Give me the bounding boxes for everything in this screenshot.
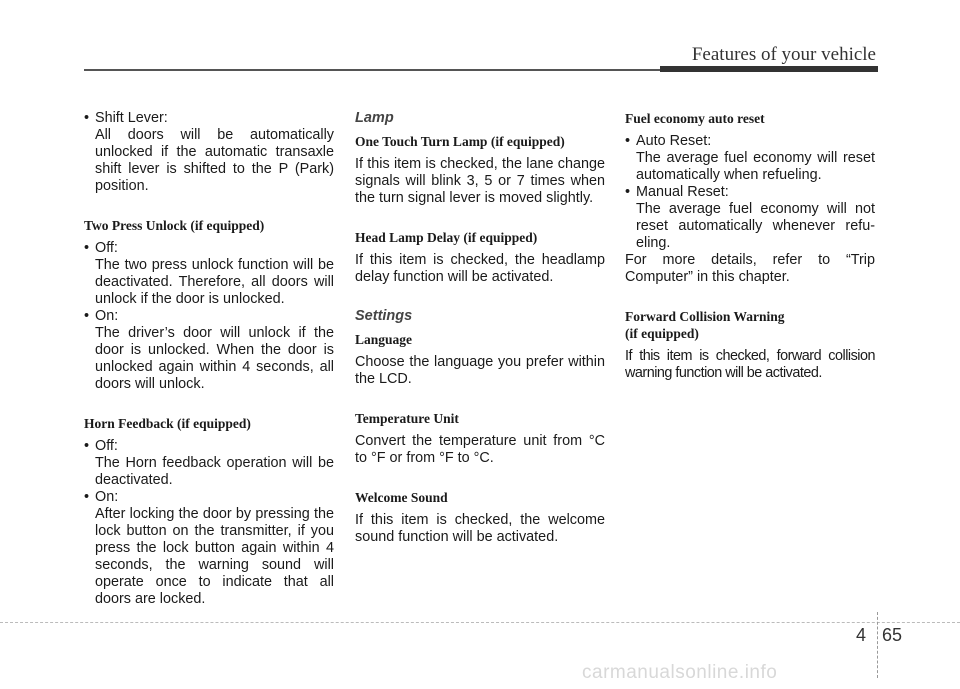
header-title: Features of your vehicle	[691, 44, 876, 65]
horn-heading: Horn Feedback (if equipped)	[84, 416, 251, 431]
bullet-horn-on: • On:	[84, 489, 334, 506]
fuel-reset-heading: Fuel economy auto reset	[625, 111, 765, 126]
horn-on-text: After locking the door by pressing the lock button on the transmitter, if you press the lock button again within 4 seconds, the warning sound will operate once to indicate that all doors are locked.	[95, 506, 334, 607]
auto-reset-text: The average fuel economy will reset automatically when refueling.	[636, 150, 875, 183]
one-touch-heading: One Touch Turn Lamp (if equipped)	[355, 134, 565, 149]
shift-lever-text: All doors will be automatically unlocked if the automatic transaxle shift lever is shifted to the P (Park) position.	[95, 127, 334, 194]
fcw-heading-line1: Forward Collision Warning	[625, 309, 785, 324]
watermark: carmanualsonline.info	[582, 662, 778, 683]
column-left	[84, 110, 334, 608]
bullet-manual-reset: • Manual Reset:	[625, 184, 875, 201]
bullet-auto-reset: • Auto Reset:	[625, 133, 875, 150]
fcw-text: If this item is checked, forward collision warning function will be activated.	[625, 348, 875, 381]
fcw-heading-line2: (if equipped)	[625, 326, 699, 341]
one-touch-text: If this item is checked, the lane change signals will blink 3, 5 or 7 times when the turn signal lever is moved slightly.	[355, 156, 605, 206]
bullet-two-press-on: • On:	[84, 308, 334, 325]
two-press-heading: Two Press Unlock (if equipped)	[84, 218, 265, 233]
footer-rule	[0, 622, 960, 623]
two-press-on-text: The driver’s door will unlock if the door is unlocked. When the door is unlocked again within 4 seconds, all doors will unlock.	[95, 325, 334, 392]
temperature-heading: Temperature Unit	[355, 411, 459, 426]
language-heading: Language	[355, 332, 413, 347]
welcome-heading: Welcome Sound	[355, 490, 448, 505]
bullet-shift-lever: • Shift Lever:	[84, 110, 334, 127]
head-lamp-text: If this item is checked, the headlamp delay function will be activated.	[355, 252, 605, 285]
column-right	[625, 110, 875, 382]
lamp-section-title: Lamp	[355, 110, 394, 126]
header-rule-accent	[660, 66, 878, 72]
language-text: Choose the language you prefer within the LCD.	[355, 354, 605, 387]
horn-off-text: The Horn feedback operation will be deactivated.	[95, 455, 334, 488]
header-rule	[84, 69, 660, 71]
two-press-off-text: The two press unlock function will be deactivated. Therefore, all doors will unlock if the door is unlocked.	[95, 257, 334, 307]
temperature-text: Convert the temperature unit from °C to °F or from °F to °C.	[355, 433, 605, 466]
bullet-horn-off: • Off:	[84, 438, 334, 455]
page-number: 65	[882, 625, 903, 645]
head-lamp-heading: Head Lamp Delay (if equipped)	[355, 230, 538, 245]
page-number-divider	[877, 612, 878, 678]
welcome-text: If this item is checked, the welcome sound function will be activated.	[355, 512, 605, 545]
column-middle	[355, 110, 605, 546]
details-text: For more details, refer to “Trip Computer” in this chapter.	[625, 252, 875, 285]
settings-section-title: Settings	[355, 308, 413, 324]
manual-reset-text: The average fuel economy will not reset automatically whenever refu-eling.	[636, 201, 875, 251]
bullet-two-press-off: • Off:	[84, 240, 334, 257]
chapter-number: 4	[856, 625, 867, 645]
